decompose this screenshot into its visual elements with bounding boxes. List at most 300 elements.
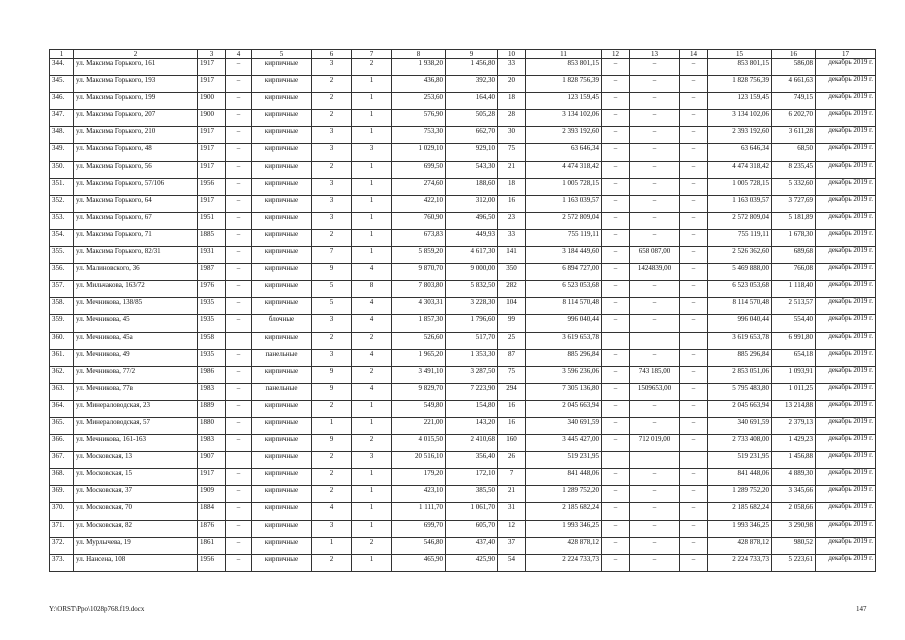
cell-floors: 5 <box>312 298 352 315</box>
cell-cost-federal: – <box>602 264 630 281</box>
cell-year-overhaul: – <box>226 349 252 366</box>
cell-planned-date: декабрь 2019 г. <box>816 93 876 110</box>
cell-cost-per-sqm: 4 661,63 <box>772 76 816 93</box>
cell-entrances: 4 <box>352 298 392 315</box>
cell-cost-federal: – <box>602 469 630 486</box>
cell-cost-local: – <box>680 554 708 571</box>
cell-year-built: 1935 <box>198 298 226 315</box>
cell-wall-material: панельные <box>252 349 312 366</box>
cell-entrances: 1 <box>352 486 392 503</box>
cell-total-area: 1 938,20 <box>392 59 446 76</box>
cell-planned-date: декабрь 2019 г. <box>816 247 876 264</box>
cell-cost-federal: – <box>602 195 630 212</box>
cell-cost-federal: – <box>602 212 630 229</box>
cell-floors: 3 <box>312 144 352 161</box>
cell-entrances: 8 <box>352 281 392 298</box>
table-row <box>50 520 876 537</box>
cell-cost-owners: 4 474 318,42 <box>708 161 772 178</box>
column-header-cost-federal: 12 <box>602 50 630 59</box>
cell-total-area: 465,90 <box>392 554 446 571</box>
cell-cost-total: 63 646,34 <box>526 144 602 161</box>
cell-address: ул. Максима Горького, 67 <box>74 212 198 229</box>
cell-total-area: 4 015,50 <box>392 435 446 452</box>
cell-living-area: 3 228,30 <box>446 298 498 315</box>
cell-total-area: 274,60 <box>392 178 446 195</box>
cell-cost-per-sqm: 5 181,89 <box>772 212 816 229</box>
cell-year-overhaul: – <box>226 59 252 76</box>
cell-row-number: 370. <box>50 503 74 520</box>
cell-floors: 2 <box>312 229 352 246</box>
housing-register-table <box>49 49 876 572</box>
cell-cost-local: – <box>680 486 708 503</box>
table-row <box>50 366 876 383</box>
cell-wall-material: кирпичные <box>252 503 312 520</box>
column-header-wall-material: 5 <box>252 50 312 59</box>
column-header-cost-owners: 15 <box>708 50 772 59</box>
cell-year-overhaul: – <box>226 127 252 144</box>
cell-row-number: 344. <box>50 59 74 76</box>
cell-year-overhaul: – <box>226 110 252 127</box>
cell-cost-federal: – <box>602 161 630 178</box>
cell-entrances: 4 <box>352 383 392 400</box>
cell-entrances: 2 <box>352 59 392 76</box>
cell-floors: 3 <box>312 195 352 212</box>
column-header-floors: 6 <box>312 50 352 59</box>
cell-address: ул. Максима Горького, 71 <box>74 229 198 246</box>
cell-total-area: 576,90 <box>392 110 446 127</box>
table-row <box>50 435 876 452</box>
table-row <box>50 229 876 246</box>
cell-row-number: 357. <box>50 281 74 298</box>
cell-cost-local <box>680 452 708 469</box>
cell-year-built: 1900 <box>198 93 226 110</box>
cell-year-built: 1956 <box>198 178 226 195</box>
cell-floors: 2 <box>312 554 352 571</box>
cell-year-built: 1917 <box>198 127 226 144</box>
cell-floors: 2 <box>312 332 352 349</box>
cell-year-built: 1861 <box>198 537 226 554</box>
cell-residents: 75 <box>498 366 526 383</box>
cell-residents: 18 <box>498 178 526 195</box>
cell-entrances: 1 <box>352 195 392 212</box>
cell-address: ул. Нансена, 108 <box>74 554 198 571</box>
column-header-address: 2 <box>74 50 198 59</box>
cell-wall-material: кирпичные <box>252 469 312 486</box>
cell-floors: 5 <box>312 281 352 298</box>
cell-cost-owners: 63 646,34 <box>708 144 772 161</box>
table-row <box>50 93 876 110</box>
cell-entrances: 2 <box>352 435 392 452</box>
cell-cost-local: – <box>680 349 708 366</box>
cell-living-area: 356,40 <box>446 452 498 469</box>
cell-cost-per-sqm: 2 513,57 <box>772 298 816 315</box>
cell-entrances: 1 <box>352 554 392 571</box>
cell-year-overhaul: – <box>226 212 252 229</box>
table-row <box>50 264 876 281</box>
table-row <box>50 161 876 178</box>
cell-cost-federal: – <box>602 281 630 298</box>
cell-entrances: 4 <box>352 264 392 281</box>
cell-cost-local: – <box>680 383 708 400</box>
cell-floors: 7 <box>312 247 352 264</box>
cell-cost-per-sqm: 13 214,88 <box>772 400 816 417</box>
cell-address: ул. Мечникова, 138/85 <box>74 298 198 315</box>
cell-address: ул. Мечникова, 45 <box>74 315 198 332</box>
cell-planned-date: декабрь 2019 г. <box>816 298 876 315</box>
cell-residents: 18 <box>498 93 526 110</box>
cell-cost-federal: – <box>602 486 630 503</box>
cell-cost-total: 4 474 318,42 <box>526 161 602 178</box>
cell-year-built: 1907 <box>198 452 226 469</box>
table-row <box>50 332 876 349</box>
cell-living-area: 1 796,60 <box>446 315 498 332</box>
cell-living-area: 188,60 <box>446 178 498 195</box>
cell-planned-date: декабрь 2019 г. <box>816 469 876 486</box>
cell-wall-material: кирпичные <box>252 486 312 503</box>
cell-total-area: 179,20 <box>392 469 446 486</box>
cell-address: ул. Московская, 13 <box>74 452 198 469</box>
cell-residents: 294 <box>498 383 526 400</box>
table-row <box>50 315 876 332</box>
cell-cost-per-sqm: 1 456,88 <box>772 452 816 469</box>
cell-wall-material: кирпичные <box>252 93 312 110</box>
cell-year-built: 1885 <box>198 229 226 246</box>
cell-cost-regional: – <box>630 161 680 178</box>
cell-wall-material: кирпичные <box>252 281 312 298</box>
cell-cost-regional <box>630 452 680 469</box>
cell-cost-total: 1 005 728,15 <box>526 178 602 195</box>
cell-living-area: 9 000,00 <box>446 264 498 281</box>
cell-cost-regional: 712 019,00 <box>630 435 680 452</box>
cell-total-area: 436,80 <box>392 76 446 93</box>
cell-entrances: 4 <box>352 315 392 332</box>
cell-residents: 75 <box>498 144 526 161</box>
table-row <box>50 554 876 571</box>
cell-planned-date: декабрь 2019 г. <box>816 486 876 503</box>
cell-cost-total: 841 448,06 <box>526 469 602 486</box>
cell-residents: 21 <box>498 161 526 178</box>
cell-entrances: 2 <box>352 537 392 554</box>
cell-entrances: 1 <box>352 127 392 144</box>
cell-year-overhaul: – <box>226 178 252 195</box>
column-number-header-row <box>50 50 876 59</box>
cell-year-built: 1900 <box>198 110 226 127</box>
cell-cost-per-sqm: 766,08 <box>772 264 816 281</box>
cell-address: ул. Мечникова, 49 <box>74 349 198 366</box>
cell-floors: 2 <box>312 76 352 93</box>
cell-year-built: 1987 <box>198 264 226 281</box>
cell-row-number: 349. <box>50 144 74 161</box>
cell-cost-regional: – <box>630 537 680 554</box>
table-row <box>50 144 876 161</box>
cell-wall-material: кирпичные <box>252 264 312 281</box>
cell-cost-regional: – <box>630 76 680 93</box>
cell-living-area: 2 410,68 <box>446 435 498 452</box>
cell-wall-material: кирпичные <box>252 537 312 554</box>
cell-year-built: 1876 <box>198 520 226 537</box>
cell-wall-material: кирпичные <box>252 178 312 195</box>
column-header-cost-per-sqm: 16 <box>772 50 816 59</box>
cell-address: ул. Максима Горького, 57/106 <box>74 178 198 195</box>
table-row <box>50 127 876 144</box>
cell-cost-federal: – <box>602 127 630 144</box>
cell-planned-date: декабрь 2019 г. <box>816 264 876 281</box>
cell-cost-total: 1 289 752,20 <box>526 486 602 503</box>
cell-cost-local: – <box>680 417 708 434</box>
cell-living-area: 605,70 <box>446 520 498 537</box>
cell-cost-federal: – <box>602 417 630 434</box>
cell-total-area: 422,10 <box>392 195 446 212</box>
cell-cost-owners: 8 114 570,48 <box>708 298 772 315</box>
cell-cost-owners: 5 795 483,80 <box>708 383 772 400</box>
cell-year-built: 1958 <box>198 332 226 349</box>
cell-year-overhaul: – <box>226 298 252 315</box>
table-row <box>50 59 876 76</box>
cell-living-area: 5 832,50 <box>446 281 498 298</box>
cell-cost-regional: – <box>630 298 680 315</box>
column-header-row-number: 1 <box>50 50 74 59</box>
cell-living-area: 437,40 <box>446 537 498 554</box>
cell-cost-owners: 2 224 733,73 <box>708 554 772 571</box>
cell-cost-local: – <box>680 400 708 417</box>
cell-year-built: 1917 <box>198 195 226 212</box>
cell-year-built: 1889 <box>198 400 226 417</box>
cell-living-area: 164,40 <box>446 93 498 110</box>
cell-floors: 3 <box>312 59 352 76</box>
cell-cost-regional: 1509653,00 <box>630 383 680 400</box>
cell-wall-material: кирпичные <box>252 366 312 383</box>
cell-cost-regional <box>630 332 680 349</box>
cell-residents: 282 <box>498 281 526 298</box>
cell-cost-per-sqm: 3 290,98 <box>772 520 816 537</box>
cell-total-area: 699,50 <box>392 161 446 178</box>
table-row <box>50 76 876 93</box>
cell-floors: 2 <box>312 400 352 417</box>
cell-row-number: 352. <box>50 195 74 212</box>
cell-cost-federal: – <box>602 349 630 366</box>
cell-wall-material: кирпичные <box>252 212 312 229</box>
cell-cost-local: – <box>680 59 708 76</box>
column-header-year-built: 3 <box>198 50 226 59</box>
cell-entrances: 1 <box>352 229 392 246</box>
cell-address: ул. Максима Горького, 210 <box>74 127 198 144</box>
cell-year-built: 1917 <box>198 76 226 93</box>
cell-cost-owners: 885 296,84 <box>708 349 772 366</box>
cell-living-area: 496,50 <box>446 212 498 229</box>
cell-residents: 33 <box>498 59 526 76</box>
cell-living-area: 543,30 <box>446 161 498 178</box>
cell-floors: 9 <box>312 383 352 400</box>
cell-year-built: 1935 <box>198 349 226 366</box>
cell-year-overhaul: – <box>226 435 252 452</box>
cell-cost-owners: 1 163 039,57 <box>708 195 772 212</box>
cell-cost-total: 2 572 809,04 <box>526 212 602 229</box>
cell-cost-local: – <box>680 76 708 93</box>
cell-total-area: 1 857,30 <box>392 315 446 332</box>
cell-address: ул. Московская, 37 <box>74 486 198 503</box>
cell-row-number: 348. <box>50 127 74 144</box>
cell-planned-date: декабрь 2019 г. <box>816 503 876 520</box>
cell-residents: 16 <box>498 195 526 212</box>
cell-cost-local: – <box>680 178 708 195</box>
cell-living-area: 505,28 <box>446 110 498 127</box>
cell-entrances: 2 <box>352 332 392 349</box>
cell-residents: 25 <box>498 332 526 349</box>
cell-address: ул. Мечникова, 77в <box>74 383 198 400</box>
cell-cost-local: – <box>680 298 708 315</box>
cell-cost-regional: – <box>630 503 680 520</box>
cell-cost-federal: – <box>602 110 630 127</box>
column-header-planned-date: 17 <box>816 50 876 59</box>
cell-year-built: 1884 <box>198 503 226 520</box>
cell-year-overhaul: – <box>226 76 252 93</box>
cell-residents: 16 <box>498 417 526 434</box>
cell-row-number: 366. <box>50 435 74 452</box>
cell-wall-material: кирпичные <box>252 59 312 76</box>
cell-cost-per-sqm: 3 611,28 <box>772 127 816 144</box>
cell-residents: 54 <box>498 554 526 571</box>
cell-address: ул. Малиновского, 36 <box>74 264 198 281</box>
cell-cost-total: 1 993 346,25 <box>526 520 602 537</box>
cell-cost-per-sqm: 3 727,69 <box>772 195 816 212</box>
cell-row-number: 361. <box>50 349 74 366</box>
cell-living-area: 7 223,90 <box>446 383 498 400</box>
cell-address: ул. Максима Горького, 199 <box>74 93 198 110</box>
cell-cost-owners: 123 159,45 <box>708 93 772 110</box>
cell-row-number: 355. <box>50 247 74 264</box>
cell-cost-per-sqm: 654,18 <box>772 349 816 366</box>
cell-planned-date: декабрь 2019 г. <box>816 161 876 178</box>
cell-address: ул. Мурлычева, 19 <box>74 537 198 554</box>
cell-year-built: 1983 <box>198 435 226 452</box>
cell-total-area: 9 870,70 <box>392 264 446 281</box>
table-row <box>50 247 876 264</box>
cell-residents: 20 <box>498 76 526 93</box>
cell-planned-date: декабрь 2019 г. <box>816 400 876 417</box>
cell-cost-total: 1 163 039,57 <box>526 195 602 212</box>
cell-residents: 37 <box>498 537 526 554</box>
cell-cost-federal: – <box>602 520 630 537</box>
cell-living-area: 312,00 <box>446 195 498 212</box>
cell-planned-date: декабрь 2019 г. <box>816 435 876 452</box>
cell-cost-total: 8 114 570,48 <box>526 298 602 315</box>
cell-cost-per-sqm: 1 011,25 <box>772 383 816 400</box>
cell-cost-federal: – <box>602 76 630 93</box>
cell-row-number: 372. <box>50 537 74 554</box>
cell-cost-per-sqm: 1 678,30 <box>772 229 816 246</box>
cell-wall-material: кирпичные <box>252 298 312 315</box>
cell-year-overhaul: – <box>226 195 252 212</box>
cell-wall-material: панельные <box>252 383 312 400</box>
cell-cost-federal: – <box>602 247 630 264</box>
cell-floors: 3 <box>312 127 352 144</box>
cell-cost-federal: – <box>602 178 630 195</box>
cell-row-number: 354. <box>50 229 74 246</box>
cell-total-area: 1 029,10 <box>392 144 446 161</box>
cell-planned-date: декабрь 2019 г. <box>816 59 876 76</box>
cell-year-built: 1935 <box>198 315 226 332</box>
cell-cost-federal: – <box>602 400 630 417</box>
cell-year-overhaul: – <box>226 469 252 486</box>
cell-cost-local: – <box>680 366 708 383</box>
cell-row-number: 358. <box>50 298 74 315</box>
cell-row-number: 360. <box>50 332 74 349</box>
cell-cost-owners: 6 523 053,68 <box>708 281 772 298</box>
cell-entrances: 3 <box>352 144 392 161</box>
cell-cost-regional: – <box>630 349 680 366</box>
cell-row-number: 364. <box>50 400 74 417</box>
cell-planned-date: декабрь 2019 г. <box>816 520 876 537</box>
cell-total-area: 526,60 <box>392 332 446 349</box>
cell-cost-total: 3 596 236,06 <box>526 366 602 383</box>
cell-cost-owners: 519 231,95 <box>708 452 772 469</box>
cell-cost-per-sqm: 1 093,91 <box>772 366 816 383</box>
cell-residents: 350 <box>498 264 526 281</box>
cell-floors: 3 <box>312 520 352 537</box>
cell-living-area: 385,50 <box>446 486 498 503</box>
table-row <box>50 281 876 298</box>
cell-row-number: 371. <box>50 520 74 537</box>
cell-cost-total: 6 523 053,68 <box>526 281 602 298</box>
cell-cost-total: 3 445 427,00 <box>526 435 602 452</box>
cell-address: ул. Мечникова, 77/2 <box>74 366 198 383</box>
cell-floors: 2 <box>312 93 352 110</box>
cell-row-number: 350. <box>50 161 74 178</box>
cell-cost-owners: 2 733 408,00 <box>708 435 772 452</box>
cell-residents: 104 <box>498 298 526 315</box>
cell-cost-regional: – <box>630 178 680 195</box>
table-row <box>50 110 876 127</box>
cell-residents: 31 <box>498 503 526 520</box>
cell-row-number: 362. <box>50 366 74 383</box>
cell-cost-regional: – <box>630 520 680 537</box>
cell-cost-owners: 2 045 663,94 <box>708 400 772 417</box>
cell-row-number: 345. <box>50 76 74 93</box>
cell-planned-date: декабрь 2019 г. <box>816 110 876 127</box>
cell-cost-per-sqm: 980,52 <box>772 537 816 554</box>
cell-cost-federal <box>602 332 630 349</box>
cell-cost-owners: 3 619 653,78 <box>708 332 772 349</box>
cell-cost-total: 2 393 192,60 <box>526 127 602 144</box>
cell-wall-material: кирпичные <box>252 332 312 349</box>
cell-cost-total: 2 185 682,24 <box>526 503 602 520</box>
cell-cost-total: 3 619 653,78 <box>526 332 602 349</box>
cell-living-area: 1 456,80 <box>446 59 498 76</box>
cell-cost-regional: – <box>630 229 680 246</box>
cell-living-area: 172,10 <box>446 469 498 486</box>
cell-wall-material: кирпичные <box>252 452 312 469</box>
cell-cost-federal: – <box>602 315 630 332</box>
cell-living-area: 517,70 <box>446 332 498 349</box>
cell-cost-total: 2 045 663,94 <box>526 400 602 417</box>
cell-cost-regional: – <box>630 212 680 229</box>
cell-year-built: 1951 <box>198 212 226 229</box>
cell-floors: 2 <box>312 469 352 486</box>
cell-cost-per-sqm: 68,50 <box>772 144 816 161</box>
cell-row-number: 367. <box>50 452 74 469</box>
cell-cost-per-sqm: 749,15 <box>772 93 816 110</box>
cell-residents: 30 <box>498 127 526 144</box>
cell-cost-owners: 340 691,59 <box>708 417 772 434</box>
cell-residents: 16 <box>498 400 526 417</box>
cell-wall-material: кирпичные <box>252 110 312 127</box>
cell-planned-date: декабрь 2019 г. <box>816 554 876 571</box>
cell-residents: 26 <box>498 452 526 469</box>
cell-entrances: 1 <box>352 400 392 417</box>
cell-row-number: 365. <box>50 417 74 434</box>
cell-total-area: 7 803,80 <box>392 281 446 298</box>
cell-floors: 4 <box>312 503 352 520</box>
